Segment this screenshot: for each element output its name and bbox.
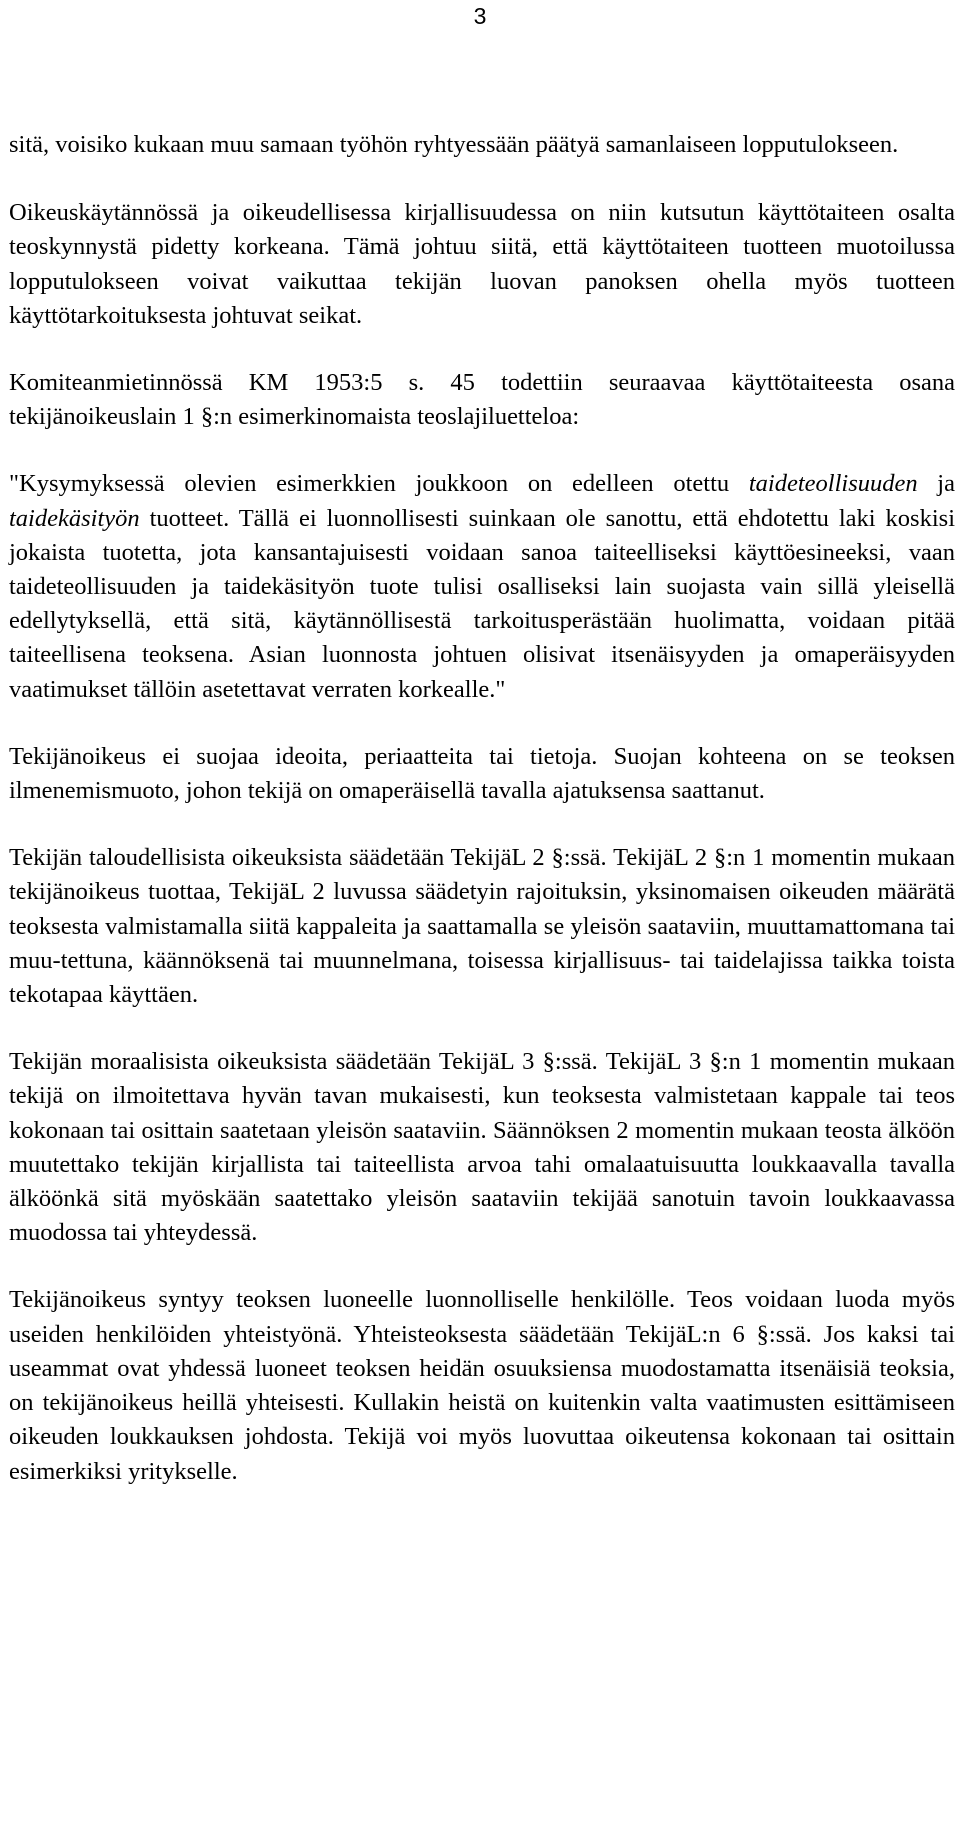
paragraph-6: Tekijän taloudellisista oikeuksista säädetään TekijäL 2 §:ssä. TekijäL 2 §:n 1 momentin mukaan tekijänoikeus tuottaa, TekijäL 2 luvussa säädetyin rajoituksin, yksinomaisen oikeuden määrätä teoksesta valmistamalla siitä kappaleita ja saattamalla se yleisön saataviin, muuttamattomana tai muu-tettuna, käännöksenä tai muunnelmana, toisessa kirjallisuus- tai taidelajissa taikka toista tekotapaa käyttäen. [9,844,955,1009]
paragraph-4-quote [9,467,955,706]
paragraph-5: Tekijänoikeus ei suojaa ideoita, periaatteita tai tietoja. Suojan kohteena on se teoksen ilmenemismuoto, johon tekijä on omaperäisellä tavalla ajatuksensa saattanut. [9,742,955,805]
quote-text-start: "Kysymyksessä olevien esimerkkien joukkoon on edelleen otettu [9,470,749,498]
paragraph-8: Tekijänoikeus syntyy teoksen luoneelle luonnolliselle henkilölle. Teos voidaan luoda myös useiden henkilöiden yhteistyönä. Yhteisteoksesta säädetään TekijäL:n 6 §:ssä. Jos kaksi tai useammat ovat yhdessä luoneet teoksen heidän osuuksiensa muodostamatta itsenäisiä teoksia, on tekijänoikeus heillä yhteisesti. Kullakin heistä on kuitenkin valta vaatimusten esittämiseen oikeuden loukkauksen johdosta. Tekijä voi myös luovuttaa oikeutensa kokonaan tai osittain esimerkiksi yritykselle. [9,1286,955,1485]
paragraph-2: Oikeuskäytännössä ja oikeudellisessa kirjallisuudessa on niin kutsutun käyttötaiteen osalta teoskynnystä pidetty korkeana. Tämä johtuu siitä, että käyttötaiteen tuotteen muotoilussa lopputulokseen voivat vaikuttaa tekijän luovan panoksen ohella myös tuotteen käyttötarkoituksesta johtuvat seikat. [9,199,955,329]
paragraph-7: Tekijän moraalisista oikeuksista säädetään TekijäL 3 §:ssä. TekijäL 3 §:n 1 momentin mukaan tekijä on ilmoitettava hyvän tavan mukaisesti, kun teoksesta valmistetaan kappale tai teos kokonaan tai osittain saatetaan yleisön saataviin. Säännöksen 2 momentin mukaan teosta älköön muutettako tekijän kirjallista tai taiteellista arvoa tahi omalaatuisuutta loukkaavalla tavalla älköönkä sitä myöskään saatettako yleisön saataviin tekijää sanotuin tavoin loukkaavassa muodossa tai yhteydessä. [9,1048,955,1247]
page-number: 3 [473,3,487,29]
paragraph-3: Komiteanmietinnössä KM 1953:5 s. 45 todettiin seuraavaa käyttötaiteesta osana tekijänoikeuslain 1 §:n esimerkinomaista teoslajiluetteloa: [9,369,955,431]
quote-emphasis-taideteollisuuden: taideteollisuuden [748,470,918,498]
quote-emphasis-taidekasityon: taidekäsityön [9,504,140,532]
quote-text-and: ja [917,470,955,498]
quote-text-rest: tuotteet. Tällä ei luonnollisesti suinkaan ole sanottu, että ehdotettu laki koskisi jokaista tuotetta, jota kansantajuisesti voidaan sanoa taiteelliseksi käyttöesineeksi, vaan taideteollisuuden ja taidekäsityön tuote tulisi osalliseksi lain suojasta vain sillä yleisellä edellytyksellä, että sitä, käytännöllisestä tarkoitusperästään huolimatta, voidaan pitää taiteellisena teoksena. Asian luonnosta johtuen olisivat itsenäisyyden ja omaperäisyyden vaatimukset tällöin asetettavat verraten korkealle." [9,504,955,703]
document-body [9,128,955,1489]
paragraph-1: sitä, voisiko kukaan muu samaan työhön ryhtyessään päätyä samanlaiseen lopputulokseen. [9,131,899,158]
